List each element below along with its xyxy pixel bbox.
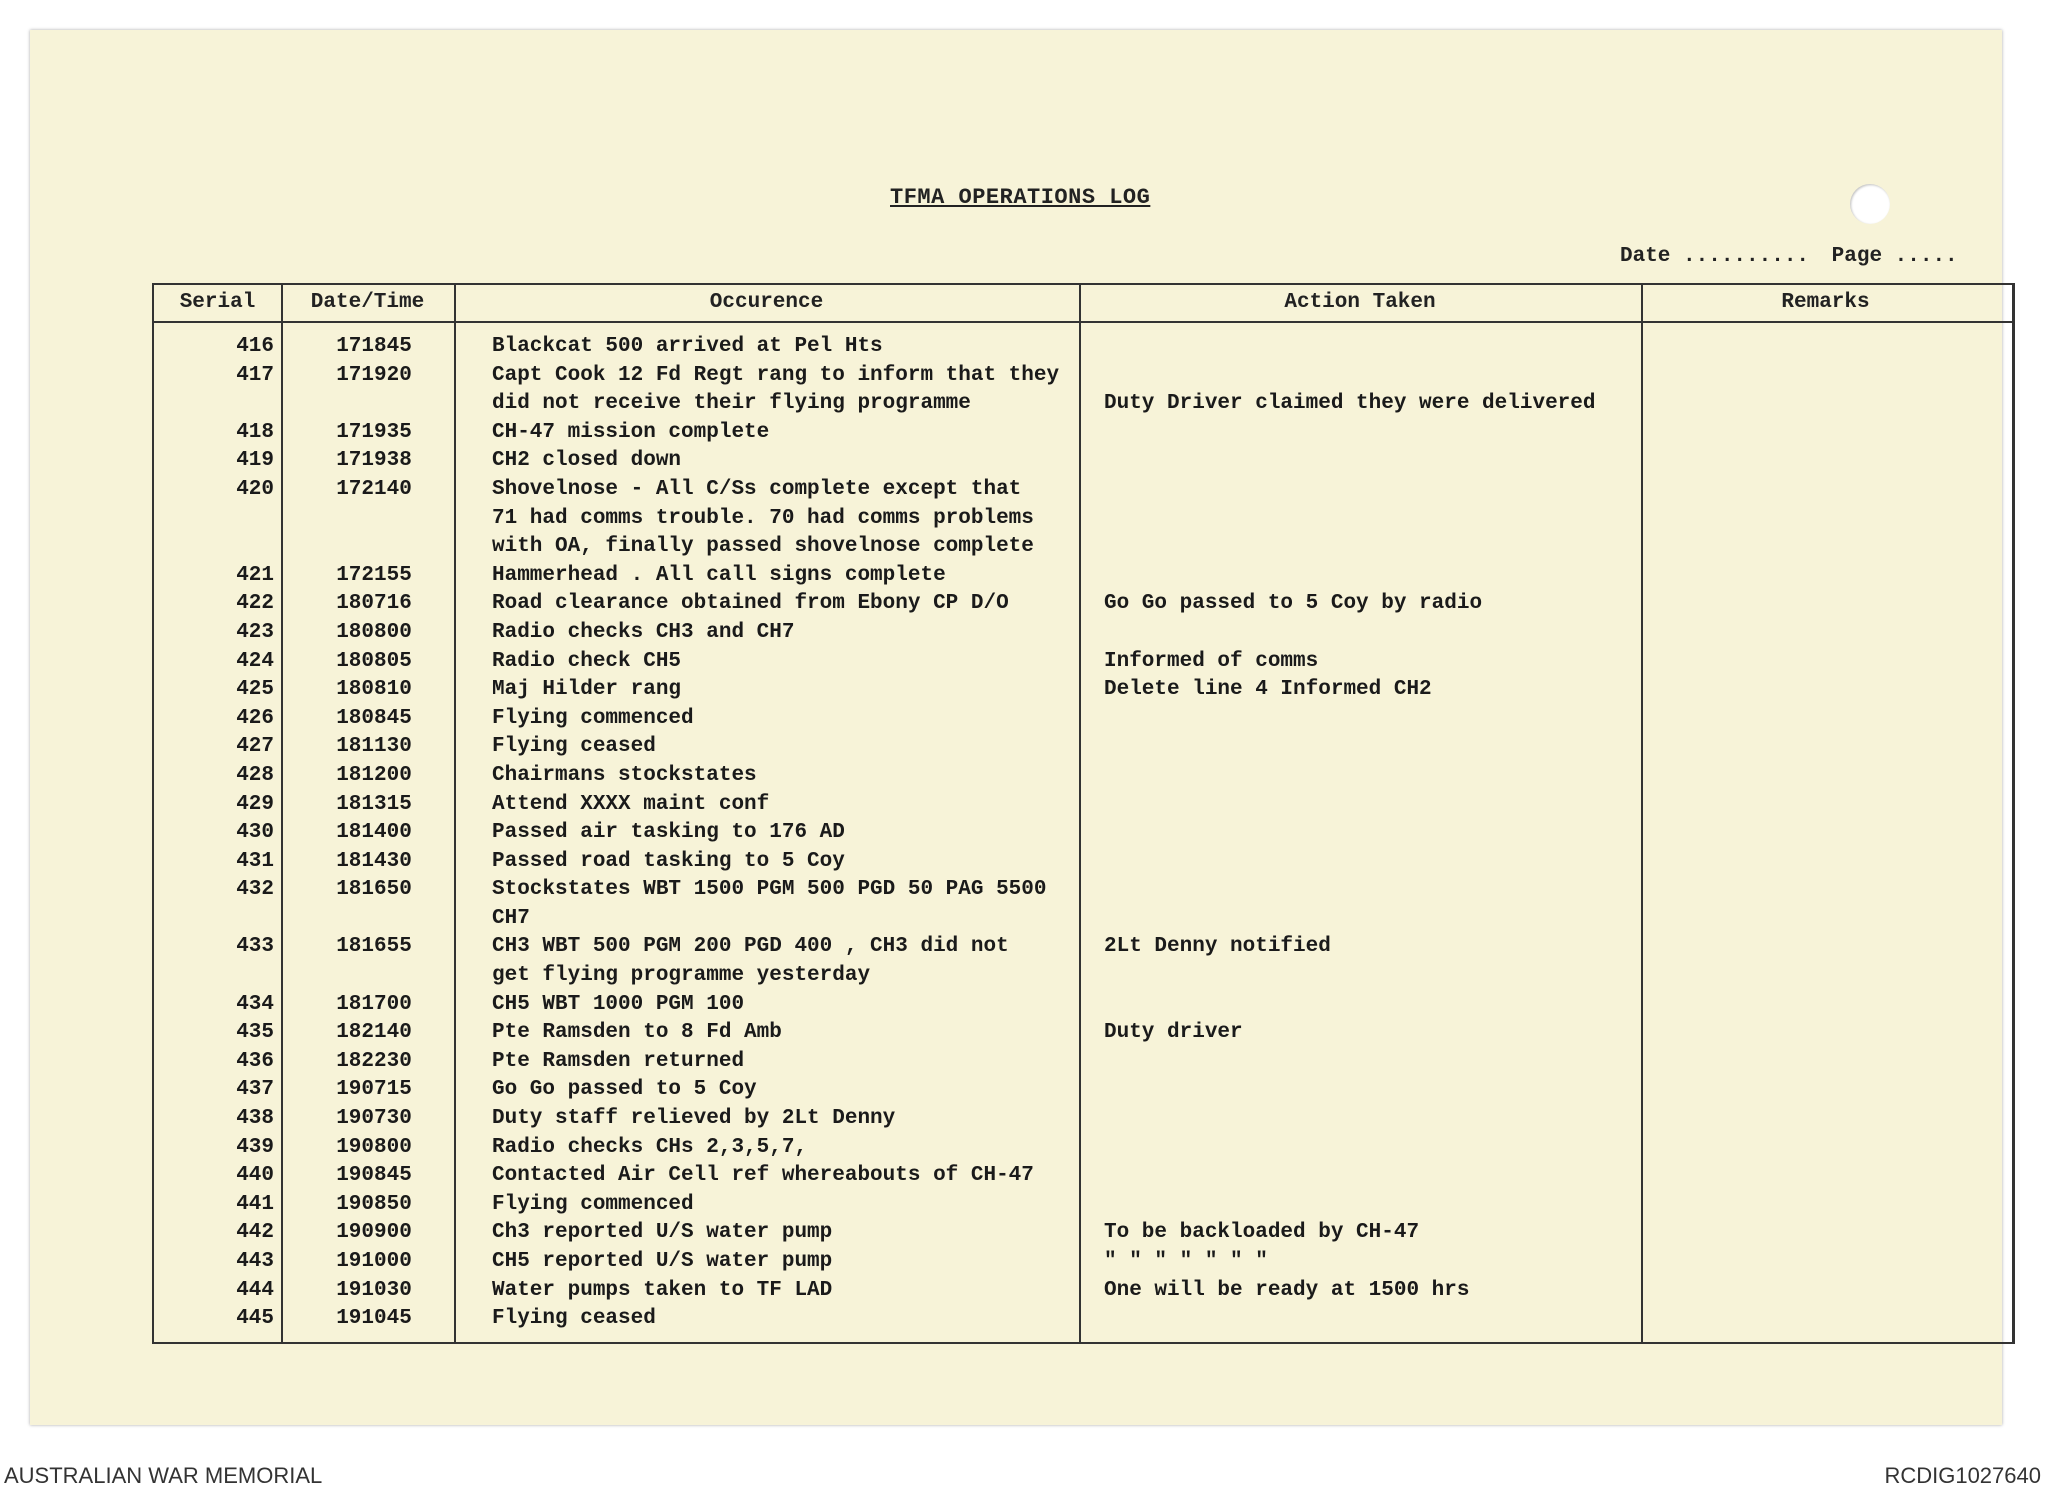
page-label: Page ..... [1831, 245, 1958, 268]
table-row [154, 650, 2012, 679]
serial-cell: 445 [236, 1307, 274, 1331]
occurrence-cell: Contacted Air Cell ref whereabouts of CH-47 [492, 1164, 1034, 1188]
occurrence-cell: CH5 reported U/S water pump [492, 1250, 833, 1273]
datetime-cell: 181655 [336, 935, 412, 959]
table-row [154, 449, 2012, 478]
table-row [154, 1136, 2012, 1165]
occurrence-cell: Flying ceased [492, 1307, 656, 1331]
action-taken-cell: Delete line 4 Informed CH2 [1104, 678, 1432, 702]
action-taken-cell: Duty Driver claimed they were delivered [1104, 392, 1596, 416]
table-row [154, 1307, 2012, 1336]
datetime-cell: 190730 [336, 1107, 412, 1131]
serial-cell: 443 [236, 1250, 274, 1273]
datetime-cell: 190800 [336, 1135, 412, 1159]
serial-cell: 429 [236, 792, 274, 816]
table-row [154, 1021, 2012, 1050]
table-row [154, 392, 2012, 421]
table-row [154, 592, 2012, 621]
table-row [154, 1250, 2012, 1279]
datetime-cell: 171935 [336, 420, 412, 444]
occurrence-cell: did not receive their flying programme [492, 392, 971, 416]
table-row [154, 1279, 2012, 1308]
table-row [154, 1107, 2012, 1136]
occurrence-cell: Flying commenced [492, 706, 694, 730]
table-row [154, 564, 2012, 593]
table-row [154, 850, 2012, 879]
table-row [154, 993, 2012, 1022]
occurrence-cell: Radio checks CHs 2,3,5,7, [492, 1135, 808, 1159]
table-row [154, 507, 2012, 536]
datetime-cell: 191000 [336, 1250, 412, 1273]
date-page-line [1620, 245, 1968, 268]
serial-cell: 436 [236, 1049, 274, 1073]
table-row [154, 478, 2012, 507]
header-occurrence: Occurence [709, 291, 824, 314]
serial-cell: 419 [236, 449, 274, 473]
datetime-cell: 181430 [336, 849, 412, 873]
date-label: Date .......... [1620, 245, 1810, 268]
serial-cell: 438 [236, 1107, 274, 1131]
table-row [154, 1078, 2012, 1107]
occurrence-cell: Radio check CH5 [492, 649, 682, 673]
serial-cell: 423 [236, 620, 274, 644]
occurrence-cell: Stockstates WBT 1500 PGM 500 PGD 50 PAG 5500 [492, 878, 1047, 902]
occurrence-cell: 71 had comms trouble. 70 had comms problems [492, 506, 1034, 530]
occurrence-cell: with OA, finally passed shovelnose complete [492, 535, 1034, 559]
datetime-cell: 171938 [336, 449, 412, 473]
occurrence-cell: Chairmans stockstates [492, 763, 757, 787]
occurrence-cell: Hammerhead . All call signs complete [492, 563, 946, 587]
datetime-cell: 191045 [336, 1307, 412, 1331]
occurrence-cell: CH7 [492, 906, 530, 930]
datetime-cell: 181315 [336, 792, 412, 816]
serial-cell: 426 [236, 706, 274, 730]
datetime-cell: 181400 [336, 821, 412, 845]
table-row [154, 535, 2012, 564]
table-row [154, 1221, 2012, 1250]
occurrence-cell: Ch3 reported U/S water pump [492, 1221, 833, 1245]
action-taken-cell: 2Lt Denny notified [1104, 935, 1331, 959]
datetime-cell: 190850 [336, 1192, 412, 1216]
table-row [154, 678, 2012, 707]
occurrence-cell: Attend XXXX maint conf [492, 792, 770, 816]
occurrence-cell: CH-47 mission complete [492, 420, 770, 444]
header-rule [154, 321, 2012, 323]
serial-cell: 422 [236, 592, 274, 616]
document-title: TFMA OPERATIONS LOG [890, 185, 1151, 210]
occurrence-cell: Shovelnose - All C/Ss complete except that [492, 477, 1022, 501]
table-row [154, 764, 2012, 793]
operations-log-table [152, 283, 2015, 1344]
datetime-cell: 180845 [336, 706, 412, 730]
occurrence-cell: Water pumps taken to TF LAD [492, 1278, 833, 1302]
table-row [154, 707, 2012, 736]
table-row [154, 793, 2012, 822]
datetime-cell: 180800 [336, 620, 412, 644]
table-row [154, 1164, 2012, 1193]
table-row [154, 1050, 2012, 1079]
serial-cell: 441 [236, 1192, 274, 1216]
occurrence-cell: Pte Ramsden to 8 Fd Amb [492, 1021, 782, 1045]
footer-source: AUSTRALIAN WAR MEMORIAL [4, 1463, 323, 1488]
action-taken-cell: To be backloaded by CH-47 [1104, 1221, 1420, 1245]
datetime-cell: 191030 [336, 1278, 412, 1302]
action-taken-cell: " " " " " " " [1104, 1250, 1268, 1273]
serial-cell: 425 [236, 678, 274, 702]
serial-cell: 444 [236, 1278, 274, 1302]
action-taken-cell: Duty driver [1104, 1021, 1243, 1045]
table-row [154, 935, 2012, 964]
serial-cell: 439 [236, 1135, 274, 1159]
footer-reference: RCDIG1027640 [1884, 1463, 2041, 1488]
punch-hole [1850, 184, 1890, 224]
serial-cell: 431 [236, 849, 274, 873]
occurrence-cell: get flying programme yesterday [492, 964, 871, 988]
table-row [154, 964, 2012, 993]
datetime-cell: 190845 [336, 1164, 412, 1188]
serial-cell: 424 [236, 649, 274, 673]
occurrence-cell: Blackcat 500 arrived at Pel Hts [492, 335, 883, 358]
serial-cell: 434 [236, 992, 274, 1016]
serial-cell: 435 [236, 1021, 274, 1045]
header-datetime: Date/Time [310, 291, 425, 314]
occurrence-cell: CH3 WBT 500 PGM 200 PGD 400 , CH3 did not [492, 935, 1009, 959]
datetime-cell: 181650 [336, 878, 412, 902]
serial-cell: 442 [236, 1221, 274, 1245]
serial-cell: 433 [236, 935, 274, 959]
table-row [154, 335, 2012, 364]
occurrence-cell: Pte Ramsden returned [492, 1049, 745, 1073]
serial-cell: 420 [236, 477, 274, 501]
serial-cell: 437 [236, 1078, 274, 1102]
occurrence-cell: Radio checks CH3 and CH7 [492, 620, 795, 644]
datetime-cell: 181200 [336, 763, 412, 787]
occurrence-cell: Duty staff relieved by 2Lt Denny [492, 1107, 896, 1131]
header-remarks: Remarks [1781, 291, 1870, 314]
datetime-cell: 180805 [336, 649, 412, 673]
serial-cell: 418 [236, 420, 274, 444]
occurrence-cell: Go Go passed to 5 Coy [492, 1078, 757, 1102]
datetime-cell: 182230 [336, 1049, 412, 1073]
action-taken-cell: Informed of comms [1104, 649, 1319, 673]
datetime-cell: 180810 [336, 678, 412, 702]
table-row [154, 878, 2012, 907]
table-row [154, 364, 2012, 393]
serial-cell: 432 [236, 878, 274, 902]
datetime-cell: 172155 [336, 563, 412, 587]
table-row [154, 621, 2012, 650]
occurrence-cell: Maj Hilder rang [492, 678, 682, 702]
serial-cell: 428 [236, 763, 274, 787]
serial-cell: 416 [236, 335, 274, 358]
occurrence-cell: Passed air tasking to 176 AD [492, 821, 845, 845]
table-row [154, 821, 2012, 850]
occurrence-cell: Capt Cook 12 Fd Regt rang to inform that they [492, 363, 1060, 387]
table-row [154, 421, 2012, 450]
action-taken-cell: Go Go passed to 5 Coy by radio [1104, 592, 1483, 616]
datetime-cell: 181130 [336, 735, 412, 759]
occurrence-cell: Flying commenced [492, 1192, 694, 1216]
header-action-taken: Action Taken [1284, 291, 1436, 314]
header-serial: Serial [179, 291, 256, 314]
datetime-cell: 182140 [336, 1021, 412, 1045]
serial-cell: 440 [236, 1164, 274, 1188]
datetime-cell: 171920 [336, 363, 412, 387]
action-taken-cell: One will be ready at 1500 hrs [1104, 1278, 1470, 1302]
serial-cell: 427 [236, 735, 274, 759]
occurrence-cell: CH2 closed down [492, 449, 682, 473]
table-row [154, 735, 2012, 764]
occurrence-cell: Road clearance obtained from Ebony CP D/O [492, 592, 1009, 616]
datetime-cell: 172140 [336, 477, 412, 501]
serial-cell: 430 [236, 821, 274, 845]
table-row [154, 1193, 2012, 1222]
occurrence-cell: Flying ceased [492, 735, 656, 759]
datetime-cell: 180716 [336, 592, 412, 616]
occurrence-cell: Passed road tasking to 5 Coy [492, 849, 845, 873]
table-row [154, 907, 2012, 936]
datetime-cell: 171845 [336, 335, 412, 358]
datetime-cell: 190900 [336, 1221, 412, 1245]
document-page [30, 30, 2002, 1425]
serial-cell: 417 [236, 363, 274, 387]
occurrence-cell: CH5 WBT 1000 PGM 100 [492, 992, 745, 1016]
datetime-cell: 190715 [336, 1078, 412, 1102]
datetime-cell: 181700 [336, 992, 412, 1016]
serial-cell: 421 [236, 563, 274, 587]
log-rows [154, 335, 2012, 1336]
